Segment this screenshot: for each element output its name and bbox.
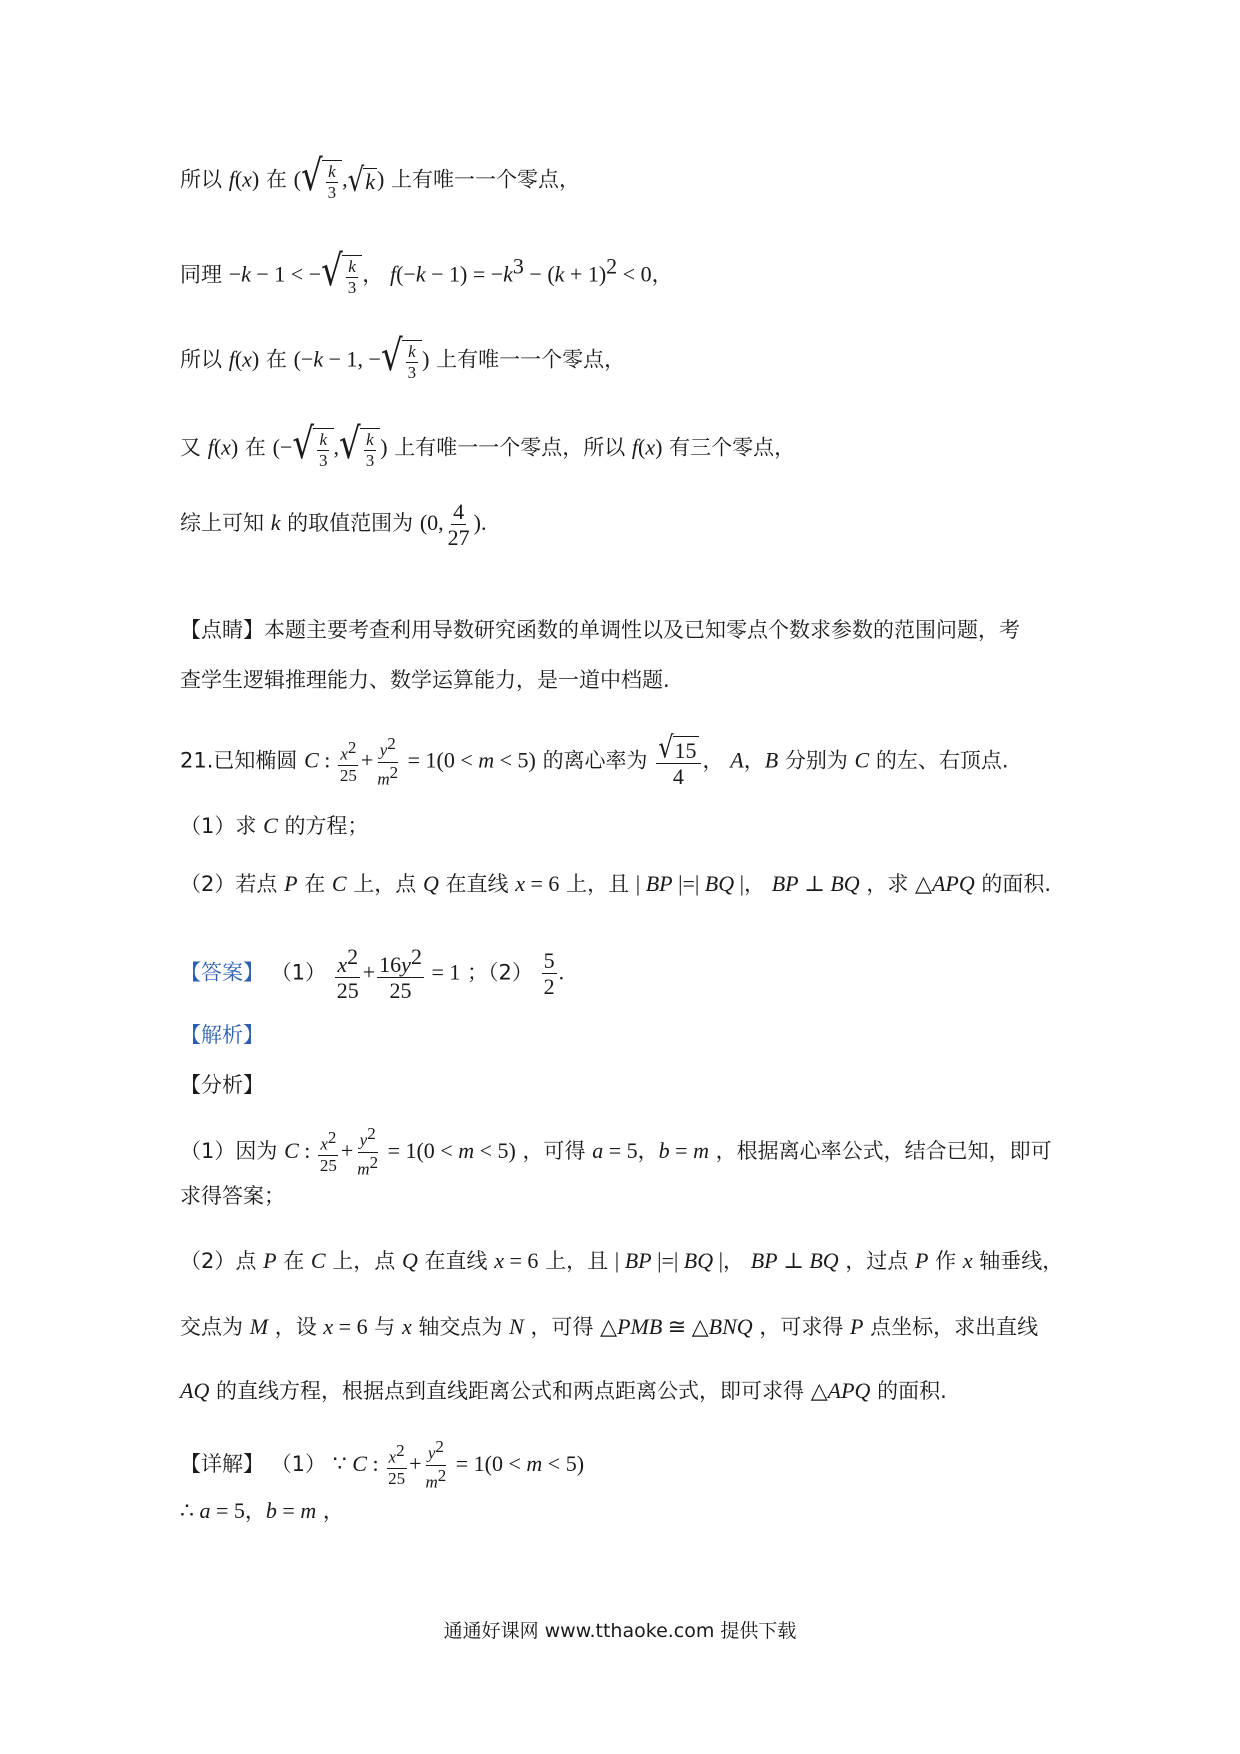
section-heading-jiexi: 【解析】 — [180, 1023, 264, 1047]
text-line: 综上可知 k 的取值范围为 (0, $\frac{4}{27}$ ). — [180, 499, 487, 551]
footer-note: 通通好课网 www.tthaoke.com 提供下载 — [443, 1620, 797, 1642]
text-line: （1）因为 C : $\frac{x^2}{25}$ + $\frac{y^2}{m^2}$ = 1(0 < m < 5) ，可得 a = 5，b = m ，根据离心率公式，结合已知，即可 — [180, 1124, 1052, 1179]
text-line: （2）若点 P 在 C 上，点 Q 在直线 x = 6 上，且 | BP |=| BQ |， BP ⊥ BQ ，求 △APQ 的面积. — [180, 871, 1052, 896]
text-line: 交点为 M ，设 x = 6 与 x 轴交点为 N ，可得 △PMB ≅ △BNQ ，可求得 P 点坐标，求出直线 — [180, 1314, 1039, 1339]
text-line: 查学生逻辑推理能力、数学运算能力，是一道中档题. — [180, 668, 670, 692]
text-line: ∴ a = 5，b = m ， — [180, 1498, 344, 1523]
text-line: 所以 f(x) 在 (−k − 1, − √ $\frac{k}{3}$ ) 上有唯一一个零点， — [180, 331, 626, 382]
text-line: AQ 的直线方程，根据点到直线距离公式和两点距离公式，即可求得 △APQ 的面积. — [180, 1378, 947, 1403]
text-line: 【详解】 （1） ∵ C : $\frac{x^2}{25}$ + $\frac{y^2}{m^2}$ = 1(0 < m < 5) — [180, 1437, 585, 1492]
text-line: 同理 −k − 1 < − √ $\frac{k}{3}$ ， $f(-k - 1) = -k^3 - (k + 1)^2 < 0$， — [180, 246, 673, 297]
text-line: 所以 f(x) 在 ( √ $\frac{k}{3}$ , √ k ) 上有唯一一个零点， — [180, 151, 580, 202]
text-line: 又 f(x) 在 (− √ $\frac{k}{3}$ , √ $\frac{k}{3}$ ) 上有唯一一个零点，所以 f(x) 有三个零点， — [180, 419, 796, 470]
text-line: 求得答案； — [180, 1184, 285, 1208]
text-line: 【点睛】本题主要考查利用导数研究函数的单调性以及已知零点个数求参数的范围问题，考 — [180, 618, 1020, 642]
sqrt-expr: √ $\frac{k}{3}$ — [301, 160, 342, 202]
section-heading-fenxi: 【分析】 — [180, 1073, 264, 1097]
question-21: 21.已知椭圆 C : $\frac{x^2}{25}$ + $\frac{y^2}{m^2}$ = 1(0 < m < 5) 的离心率为 √ 15 4 ， A，B 分别为 C 的左、右顶点. — [180, 730, 1009, 789]
answer-line: 【答案】 （1） $\frac{x^2}{25}$ + $\frac{16y^2}{25}$ = 1 ；（2） $\frac{5}{2}$ . — [180, 944, 565, 1004]
text-line: （1）求 C 的方程； — [180, 813, 369, 838]
text-line: （2）点 P 在 C 上，点 Q 在直线 x = 6 上，且 | BP |=| BQ |， BP ⊥ BQ ，过点 P 作 x 轴垂线， — [180, 1248, 1064, 1273]
